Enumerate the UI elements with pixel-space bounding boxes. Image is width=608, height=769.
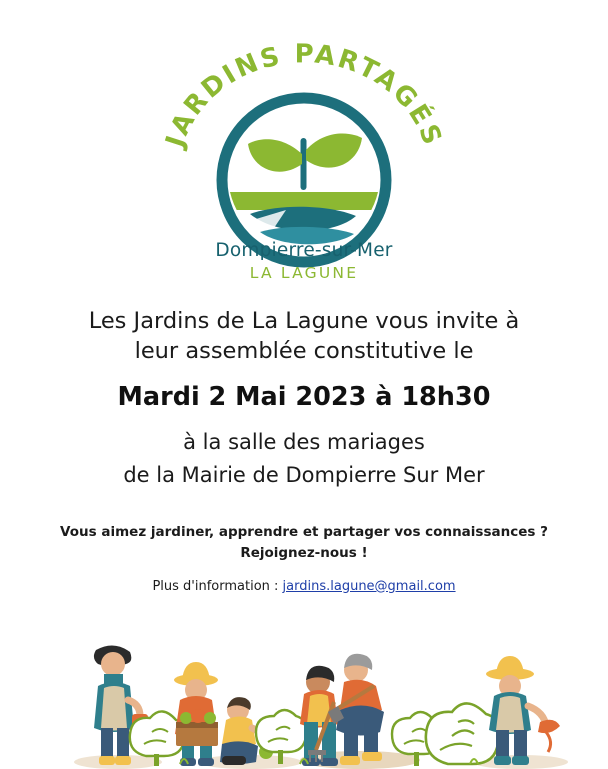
headline-line-4: de la Mairie de Dompierre Sur Mer (123, 462, 485, 487)
event-date: Mardi 2 Mai 2023 à 18h30 (117, 382, 491, 413)
headline-line-2: leur assemblée constitutive le (134, 338, 474, 365)
logo-arc-label: JARDINS PARTAGÉS (160, 39, 448, 151)
logo-subtitle: LA LAGUNE (249, 264, 359, 282)
gardener-figure-6 (486, 656, 560, 765)
cabbage-bush (426, 703, 500, 764)
headline-block (24, 306, 584, 492)
invitation-block (44, 522, 564, 565)
headline-line-1: Les Jardins de La Lagune vous invite à (88, 308, 520, 334)
invitation-question: Vous aimez jardiner, apprendre et partager vos connaissances ? (60, 523, 548, 540)
gardeners-illustration (0, 604, 608, 769)
contact-label: Plus d'information : (152, 578, 279, 594)
headline-line-3: à la salle des mariages (183, 430, 425, 455)
invitation-call: Rejoignez-nous ! (240, 545, 368, 562)
logo-block (154, 18, 454, 288)
contact-email-link[interactable]: jardins.lagune@gmail.com (282, 578, 456, 594)
logo-town-name: Dompierre-sur-Mer (215, 240, 393, 261)
contact-line (152, 579, 455, 594)
gardener-figure-5 (328, 654, 384, 765)
